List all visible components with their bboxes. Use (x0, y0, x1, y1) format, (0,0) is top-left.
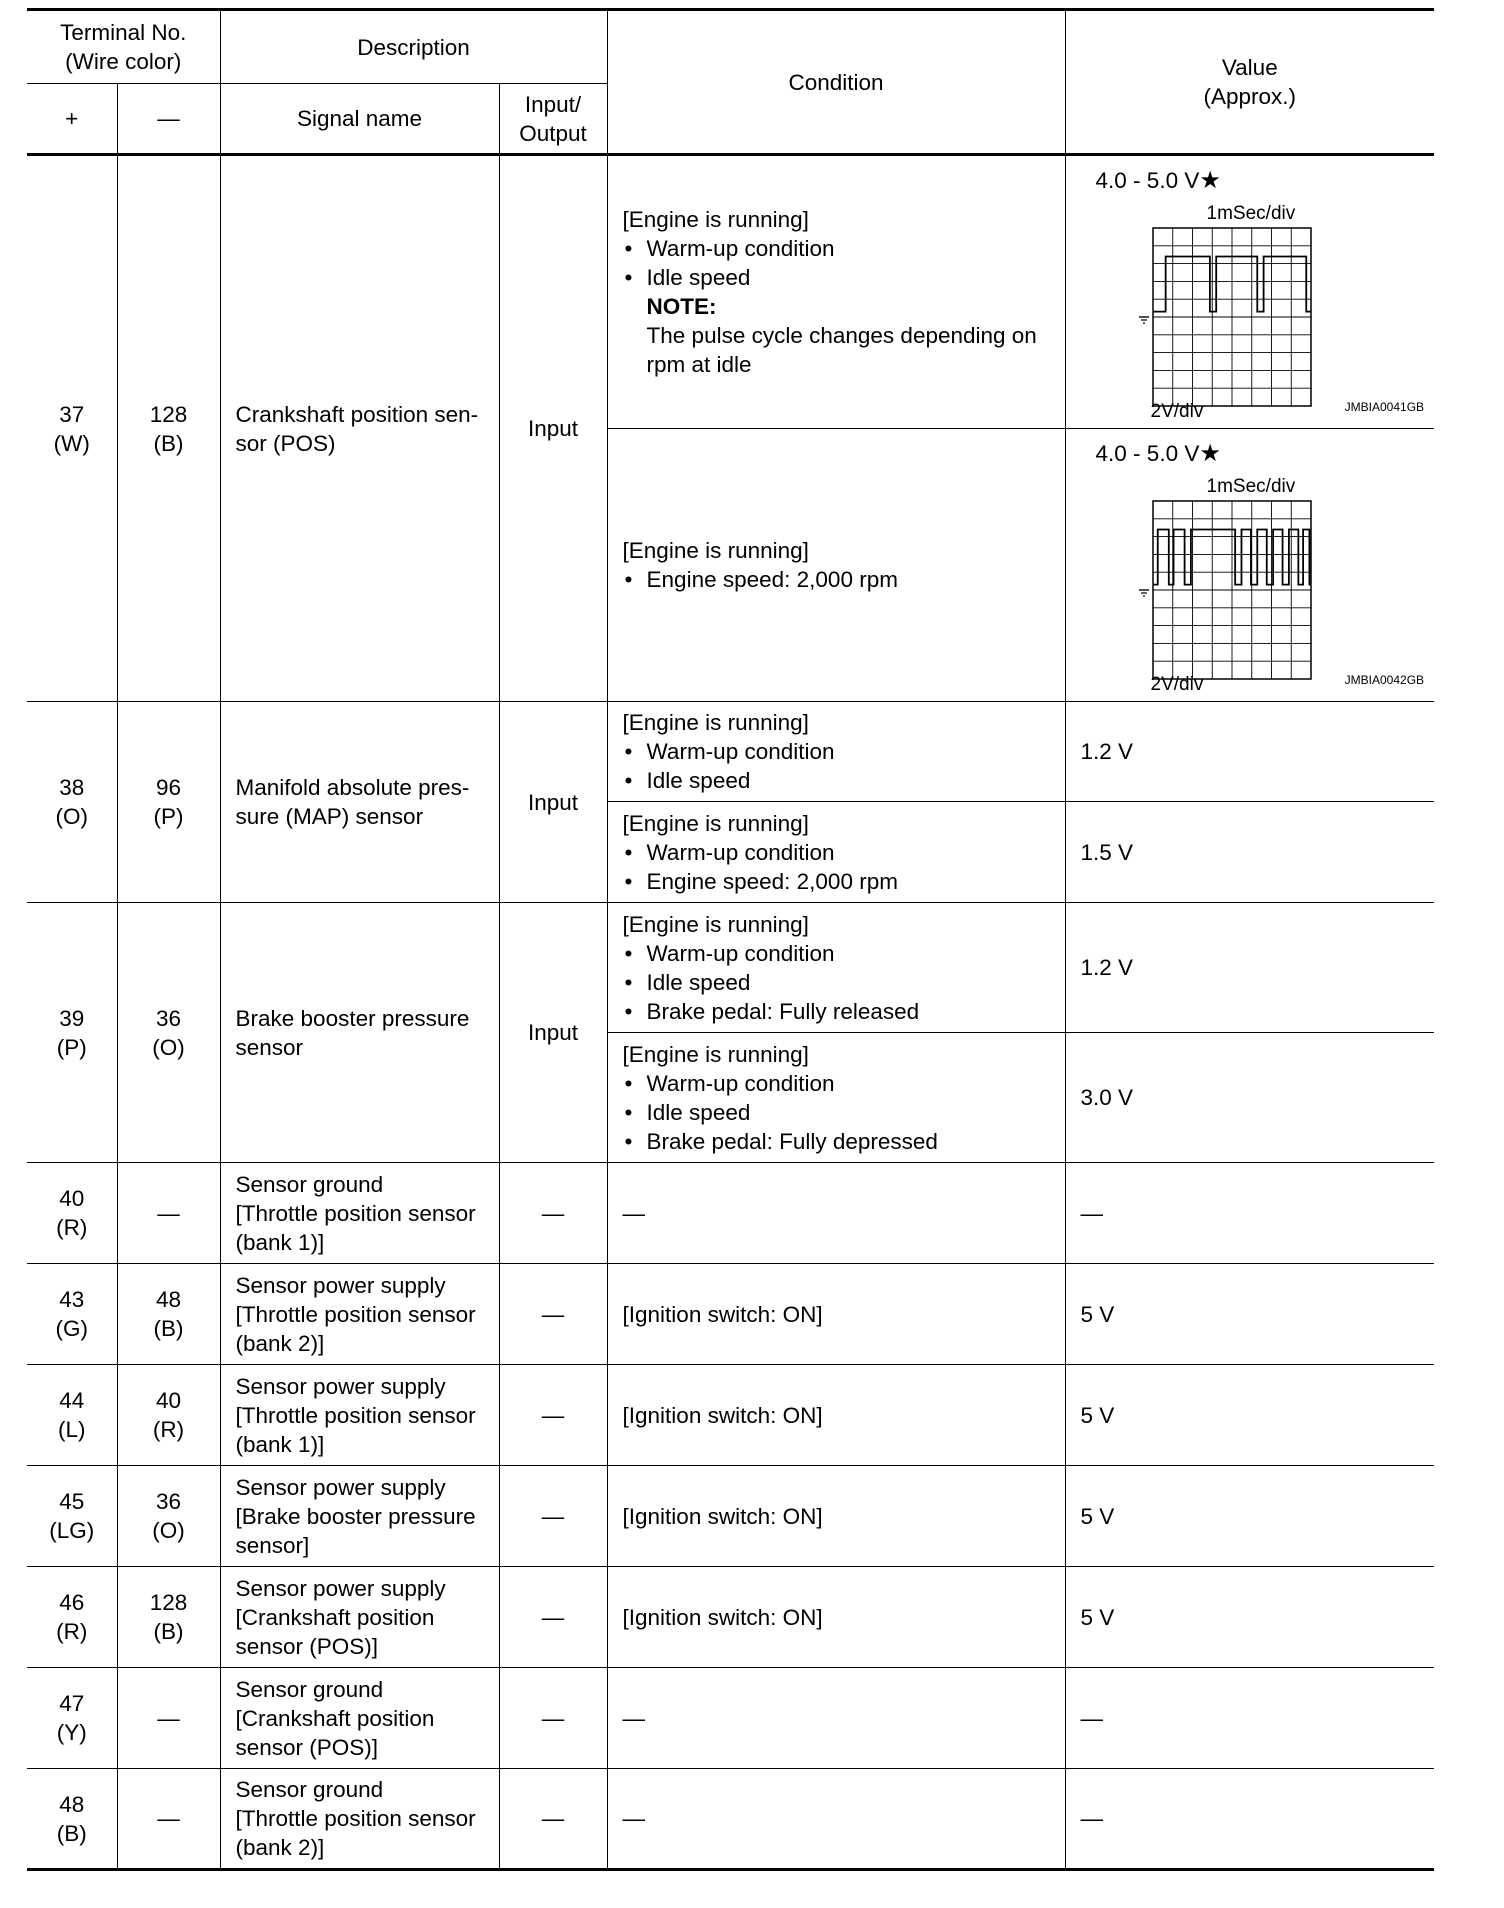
terminal-plus (27, 1264, 117, 1365)
io-type-text: — (541, 1705, 565, 1731)
terminal-minus-text: 48 (B) (153, 1287, 184, 1341)
signal-name (220, 1466, 499, 1567)
condition-item: • Warm-up condition (623, 1069, 1059, 1098)
io-type (499, 155, 607, 702)
terminal-plus (27, 1567, 117, 1668)
terminal-minus-text: 96 (P) (153, 775, 184, 829)
terminal-plus (27, 1163, 117, 1264)
io-type (499, 1567, 607, 1668)
oscilloscope-panel (1081, 156, 1435, 428)
header-minus: — (117, 84, 220, 155)
terminal-plus-text: 44 (L) (58, 1388, 86, 1442)
voltage-scale-label: 2V/div (1150, 674, 1204, 695)
signal-name (220, 1163, 499, 1264)
terminal-plus (27, 155, 117, 702)
value (1065, 1769, 1434, 1870)
voltage-scale-label: 2V/div (1150, 401, 1204, 422)
terminal-minus (117, 1668, 220, 1769)
terminal-minus-text: 36 (O) (152, 1005, 185, 1060)
terminal-plus-text: 45 (LG) (49, 1489, 95, 1543)
io-type (499, 1163, 607, 1264)
io-type-text: — (541, 1806, 565, 1831)
value-text: 5 V (1080, 1503, 1115, 1529)
io-type-text: — (541, 1402, 565, 1428)
io-type-text: — (541, 1200, 565, 1226)
table-row (27, 1163, 1434, 1264)
io-type (499, 1466, 607, 1567)
signal-name-text: Brake booster pressure sensor (235, 1005, 470, 1060)
value-text: — (1080, 1806, 1104, 1831)
condition-item: • Brake pedal: Fully released (623, 997, 1059, 1026)
condition-item: • Idle speed (623, 263, 1059, 292)
io-type-text: — (541, 1503, 565, 1529)
io-type (499, 1769, 607, 1870)
terminal-plus-text: 38 (O) (55, 775, 88, 829)
table-row (27, 1668, 1434, 1769)
value-text: 1.2 V (1080, 739, 1134, 764)
condition (607, 1668, 1065, 1769)
condition-item: • Warm-up condition (623, 737, 1059, 766)
value (1065, 1466, 1434, 1567)
table-row (27, 1264, 1434, 1365)
terminal-minus (117, 1466, 220, 1567)
condition (607, 429, 1065, 702)
condition-list (623, 565, 1059, 594)
condition-text: — (622, 1200, 646, 1226)
condition-title: [Engine is running] (622, 207, 809, 232)
terminal-minus (117, 1264, 220, 1365)
signal-name (220, 155, 499, 702)
value-text: 1.5 V (1080, 839, 1134, 865)
condition-title: [Engine is running] (622, 911, 809, 937)
header-signal-name: Signal name (220, 84, 499, 155)
io-type (499, 702, 607, 903)
value-text: 3.0 V (1080, 1085, 1134, 1110)
value-text: 1.2 V (1080, 955, 1134, 980)
io-type (499, 1668, 607, 1769)
value (1065, 702, 1434, 802)
terminal-plus (27, 1365, 117, 1466)
condition-text: [Ignition switch: ON] (622, 1402, 823, 1428)
terminal-minus (117, 155, 220, 702)
terminal-plus-text: 47 (Y) (56, 1691, 87, 1745)
io-type-text: Input (528, 789, 579, 815)
terminal-plus (27, 903, 117, 1163)
condition-item: • Warm-up condition (623, 234, 1059, 263)
condition-title: [Engine is running] (622, 710, 809, 735)
terminal-plus-text: 48 (B) (56, 1791, 87, 1846)
terminal-minus (117, 1769, 220, 1870)
table-row (27, 155, 1434, 429)
value-text: 4.0 - 5.0 V (1095, 441, 1200, 466)
condition-text: [Ignition switch: ON] (622, 1503, 823, 1529)
star-icon: ★ (1199, 440, 1221, 467)
signal-name (220, 1567, 499, 1668)
signal-name-text: Manifold absolute pres- sure (MAP) sensor (235, 775, 470, 829)
time-scale-label: 1mSec/div (1206, 203, 1296, 224)
table-row (27, 1769, 1434, 1870)
signal-name-text: Sensor power supply [Crankshaft position sensor (POS)] (235, 1575, 446, 1659)
signal-name (220, 1769, 499, 1870)
table-row (27, 1365, 1434, 1466)
condition-list (623, 234, 1059, 292)
table-row (27, 903, 1434, 1033)
condition (607, 1466, 1065, 1567)
terminal-minus-text: — (157, 1200, 180, 1226)
value (1065, 1365, 1434, 1466)
terminal-minus (117, 903, 220, 1163)
value-text: 5 V (1080, 1301, 1115, 1327)
value-text: 4.0 - 5.0 V (1095, 168, 1200, 193)
signal-name (220, 1264, 499, 1365)
io-type (499, 1365, 607, 1466)
header-terminal: Terminal No. (Wire color) (27, 10, 220, 84)
star-icon: ★ (1199, 167, 1221, 194)
terminal-plus-text: 46 (R) (56, 1590, 88, 1644)
condition-list (623, 838, 1059, 896)
value (1065, 1668, 1434, 1769)
io-type-text: Input (528, 416, 579, 441)
table-row (27, 1567, 1434, 1668)
value (1065, 1033, 1434, 1163)
condition-text: — (622, 1806, 646, 1831)
terminal-minus (117, 702, 220, 903)
condition (607, 1163, 1065, 1264)
value (1065, 429, 1434, 702)
oscilloscope-graph (1081, 429, 1450, 701)
header-plus: + (27, 84, 117, 155)
value-text: — (1080, 1200, 1104, 1226)
condition-text: [Ignition switch: ON] (622, 1301, 823, 1327)
condition-text: — (622, 1705, 646, 1731)
terminal-minus (117, 1163, 220, 1264)
value-text: — (1080, 1705, 1104, 1731)
condition-list (623, 737, 1059, 795)
terminal-plus (27, 1769, 117, 1870)
io-type-text: — (541, 1604, 565, 1630)
condition-item: • Engine speed: 2,000 rpm (623, 867, 1059, 896)
header-value: Value (Approx.) (1065, 10, 1434, 155)
condition (607, 702, 1065, 802)
value (1065, 1264, 1434, 1365)
condition (607, 1365, 1065, 1466)
header-io: Input/ Output (499, 84, 607, 155)
value (1065, 155, 1434, 429)
terminal-minus (117, 1567, 220, 1668)
terminal-plus-text: 43 (G) (55, 1287, 88, 1341)
terminal-plus-text: 37 (W) (53, 401, 90, 456)
terminal-table (27, 8, 1434, 1871)
signal-name (220, 903, 499, 1163)
oscilloscope-graph (1081, 156, 1450, 428)
signal-name-text: Sensor power supply [Throttle position sensor (bank 2)] (235, 1272, 476, 1356)
condition-title: [Engine is running] (622, 538, 809, 563)
terminal-minus-text: — (157, 1806, 180, 1831)
io-type-text: Input (528, 1020, 579, 1045)
io-type (499, 903, 607, 1163)
signal-name-text: Sensor power supply [Brake booster pressure sensor] (235, 1474, 476, 1558)
value (1065, 1163, 1434, 1264)
signal-name (220, 1365, 499, 1466)
figure-code: JMBIA0042GB (1344, 673, 1425, 687)
terminal-minus-text: — (157, 1705, 180, 1731)
condition (607, 1033, 1065, 1163)
condition (607, 1264, 1065, 1365)
header-condition: Condition (607, 10, 1065, 155)
terminal-minus (117, 1365, 220, 1466)
signal-name-text: Sensor ground [Throttle position sensor (bank 2)] (235, 1777, 476, 1860)
condition-list (623, 939, 1059, 1026)
io-type (499, 1264, 607, 1365)
signal-name-text: Sensor ground [Throttle position sensor (bank 1)] (235, 1171, 476, 1255)
terminal-plus (27, 1466, 117, 1567)
condition (607, 1567, 1065, 1668)
value-text: 5 V (1080, 1402, 1115, 1428)
table-row (27, 702, 1434, 802)
table-row (27, 1466, 1434, 1567)
value (1065, 802, 1434, 903)
note-label: NOTE: (646, 294, 717, 319)
condition-item: • Engine speed: 2,000 rpm (623, 565, 1059, 594)
value (1065, 903, 1434, 1033)
terminal-plus-text: 39 (P) (56, 1005, 87, 1060)
signal-name-text: Sensor ground [Crankshaft position sensor (POS)] (235, 1676, 435, 1760)
terminal-minus-text: 128 (B) (149, 1590, 188, 1644)
condition-item: • Idle speed (623, 1098, 1059, 1127)
terminal-plus-text: 40 (R) (56, 1186, 88, 1240)
signal-name (220, 702, 499, 903)
header-description: Description (220, 10, 607, 84)
signal-name-text: Crankshaft position sen- sor (POS) (235, 401, 479, 456)
condition-title: [Engine is running] (622, 1041, 809, 1067)
condition-item: • Idle speed (623, 968, 1059, 997)
condition-item: • Warm-up condition (623, 838, 1059, 867)
io-type-text: — (541, 1301, 565, 1327)
condition-item: • Warm-up condition (623, 939, 1059, 968)
terminal-plus (27, 1668, 117, 1769)
value (1065, 1567, 1434, 1668)
condition (607, 802, 1065, 903)
condition-list (623, 1069, 1059, 1156)
signal-name-text: Sensor power supply [Throttle position sensor (bank 1)] (235, 1373, 476, 1457)
terminal-minus-text: 40 (R) (152, 1388, 185, 1442)
condition (607, 903, 1065, 1033)
time-scale-label: 1mSec/div (1206, 476, 1296, 497)
condition (607, 1769, 1065, 1870)
terminal-plus (27, 702, 117, 903)
terminal-minus-text: 36 (O) (152, 1489, 185, 1543)
value-text: 5 V (1080, 1604, 1115, 1630)
signal-name (220, 1668, 499, 1769)
note-text: The pulse cycle changes depending on rpm at idle (646, 323, 1037, 377)
condition-item: • Brake pedal: Fully depressed (623, 1127, 1059, 1156)
terminal-minus-text: 128 (B) (149, 401, 188, 456)
condition-title: [Engine is running] (622, 810, 809, 836)
condition (607, 155, 1065, 429)
oscilloscope-panel (1081, 429, 1435, 701)
condition-item: • Idle speed (623, 766, 1059, 795)
figure-code: JMBIA0041GB (1344, 400, 1425, 414)
condition-text: [Ignition switch: ON] (622, 1604, 823, 1630)
